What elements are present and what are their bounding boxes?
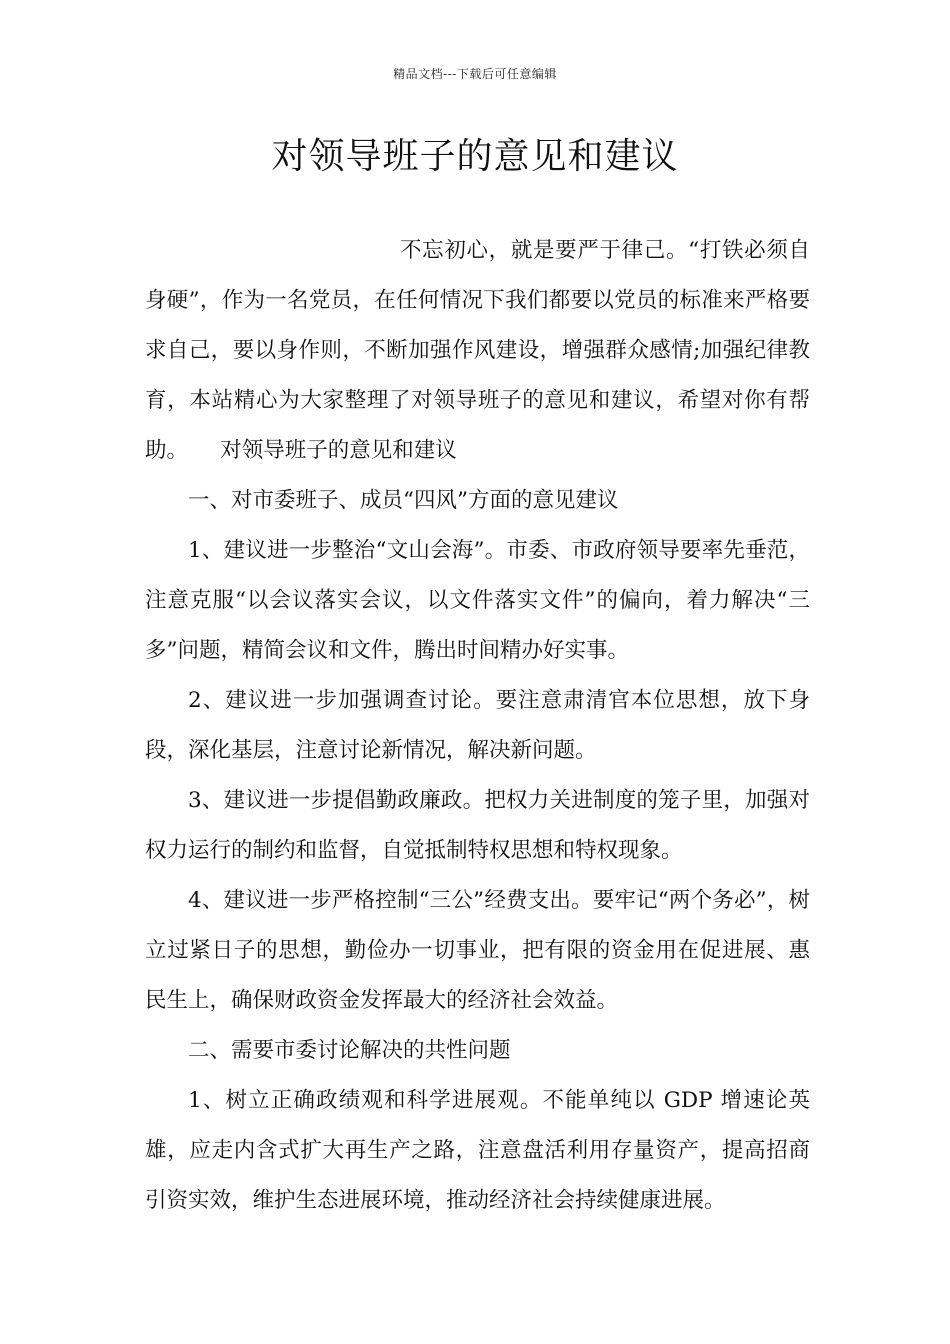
paragraph-1-4: 4、建议进一步严格控制“三公”经费支出。要牢记“两个务必”，树立过紧日子的思想，勤俭办一切事业，把有限的资金用在促进展、惠民生上，确保财政资金发挥最大的经济社会效益。 bbox=[145, 888, 810, 1013]
section-heading-2: 二、需要市委讨论解决的共性问题 bbox=[188, 1038, 511, 1063]
header-note: 精品文档---下载后可任意编辑 bbox=[393, 67, 557, 81]
document-body bbox=[145, 226, 810, 1226]
paragraph-1-2: 2、建议进一步加强调查讨论。要注意肃清官本位思想，放下身段，深化基层，注意讨论新情况，解决新问题。 bbox=[145, 688, 810, 763]
section-heading-1: 一、对市委班子、成员“四风”方面的意见建议 bbox=[188, 488, 619, 513]
intro-paragraph: 不忘初心，就是要严于律己。“打铁必须自身硬”，作为一名党员，在任何情况下我们都要以党员的标准来严格要求自己，要以身作则，不断加强作风建设，增强群众感情;加强纪律教育，本站精心为大家整理了对领导班子的意见和建议，希望对你有帮助。 对领导班子的意见和建议 bbox=[145, 238, 810, 463]
paragraph-1-1: 1、建议进一步整治“文山会海”。市委、市政府领导要率先垂范，注意克服“以会议落实会议，以文件落实文件”的偏向，着力解决“三多”问题，精简会议和文件，腾出时间精办好实事。 bbox=[145, 538, 810, 663]
document-title: 对领导班子的意见和建议 bbox=[271, 136, 679, 177]
paragraph-2-1: 1、树立正确政绩观和科学进展观。不能单纯以 GDP 增速论英雄，应走内含式扩大再生产之路，注意盘活利用存量资产，提高招商引资实效，维护生态进展环境，推动经济社会持续健康进展。 bbox=[145, 1088, 810, 1213]
paragraph-1-3: 3、建议进一步提倡勤政廉政。把权力关进制度的笼子里，加强对权力运行的制约和监督，自觉抵制特权思想和特权现象。 bbox=[145, 788, 810, 863]
